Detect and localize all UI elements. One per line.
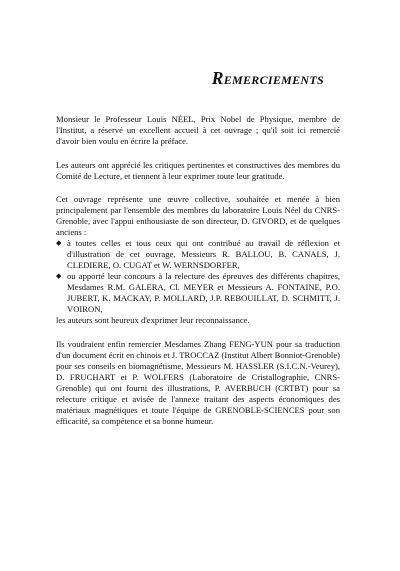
- paragraph-collective-intro: Cet ouvrage représente une œuvre collective, souhaitée et menée à bien principalement par l'ensemble des membres du laboratoire Louis Néel du CNRS-Grenoble, avec l'appui enthousiaste de son directeur, D. GIVORD, et de quelques anciens :: [56, 194, 340, 237]
- contributors-list: [56, 238, 340, 315]
- paragraph-comite: Les auteurs ont apprécié les critiques pertinentes et constructives des membres du Comité de Lecture, et tiennent à leur exprimer toute leur gratitude.: [56, 159, 340, 181]
- page-title: Remerciements: [211, 68, 324, 88]
- list-item-text: à toutes celles et tous ceux qui ont contribué au travail de réflexion et d'illustration de cet ouvrage, Messieurs R. BALLOU, B. CANALS, J. CLEDIERE, O. CUGAT et W. WERNSDORFER,: [67, 238, 340, 270]
- list-item-text: ou apporté leur concours à la relecture des épreuves des différents chapitres, Mesdames R.M. GALERA, Cl. MEYER et Messieurs A. FONTAINE, P.O. JUBERT, K. MACKAY, P. MOLLARD, J.P. REBOUILLAT, D. SCHMITT, J. VOIRON,: [67, 271, 340, 314]
- paragraph-neel: Monsieur le Professeur Louis NÉEL, Prix Nobel de Physique, membre de l'Institut, a réservé un excellent accueil à cet ouvrage ; qu'il soit ici remercié d'avoir bien voulu en écrire la préface.: [56, 114, 340, 146]
- diamond-bullet-icon: ◆: [56, 239, 62, 247]
- paragraph-final-thanks: Ils voudraient enfin remercier Mesdames Zhang FENG-YUN pour sa traduction d'un document écrit en chinois et J. TROCCAZ (Institut Albert Bonniot-Grenoble) pour ses conseils en biomagnétisme, Messieurs M. HASSLER (S.I.C.N.-Veurey), D. FRUCHART et P. WOLFERS (Laboratoire de Cristallographie, CNRS-Grenoble) qui ont fourni des illustrations, P. AVERBUCH (CRTBT) pour sa relecture critique et avisée de l'annexe traitant des aspects économiques des matériaux magnétiques et toute l'équipe de GRENOBLE-SCIENCES pour son efficacité, sa compétence et sa bonne humeur.: [56, 338, 340, 426]
- paragraph-collective-closing: les auteurs sont heureux d'exprimer leur reconnaissance.: [56, 315, 250, 325]
- body-text: [56, 114, 340, 439]
- list-item: [56, 271, 340, 315]
- list-item: [56, 238, 340, 271]
- diamond-bullet-icon: ◆: [56, 272, 62, 280]
